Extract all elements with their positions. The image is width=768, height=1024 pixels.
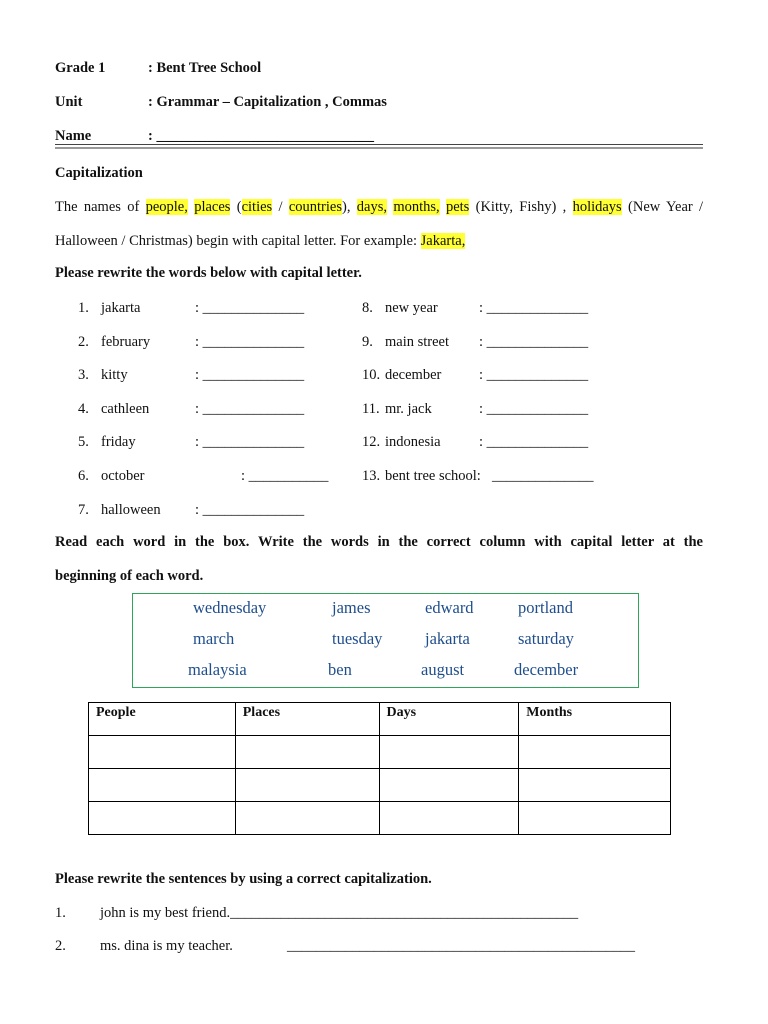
- answer-cell[interactable]: [379, 736, 519, 769]
- unit-label: Unit: [55, 94, 83, 110]
- item-word: mr. jack: [385, 400, 432, 417]
- table-row: [89, 736, 671, 769]
- highlight-months: months,: [393, 199, 440, 215]
- name-label: Name: [55, 128, 92, 144]
- name-field[interactable]: : ______________________________: [148, 128, 374, 144]
- item-number: 7.: [78, 501, 89, 518]
- column-header-months: Months: [519, 703, 671, 736]
- answer-blank[interactable]: : ___________: [241, 468, 329, 484]
- answer-cell[interactable]: [519, 736, 671, 769]
- answer-blank[interactable]: : ______________: [479, 367, 589, 384]
- answer-cell[interactable]: [519, 802, 671, 835]
- item-word: october: [101, 468, 145, 484]
- item-number: 10.: [362, 367, 381, 384]
- answer-cell[interactable]: [379, 769, 519, 802]
- item-number: 13.: [362, 468, 381, 484]
- column-header-people: People: [89, 703, 236, 736]
- answer-cell[interactable]: [235, 769, 379, 802]
- highlight-example: Jakarta,: [420, 233, 466, 249]
- answer-blank[interactable]: : ______________: [195, 300, 305, 316]
- answer-cell[interactable]: [235, 802, 379, 835]
- word-bank-item: malaysia: [188, 660, 247, 679]
- highlight-countries: countries: [288, 199, 342, 215]
- highlight-cities: cities: [241, 199, 273, 215]
- word-bank-item: portland: [518, 598, 573, 617]
- sentence-1[interactable]: john is my best friend.________________________________________________: [100, 905, 579, 921]
- item-number: 1.: [78, 300, 89, 316]
- sentence-number: 1.: [55, 905, 66, 921]
- answer-cell[interactable]: [519, 769, 671, 802]
- sentence-2: ms. dina is my teacher.: [100, 938, 233, 954]
- word-bank-item: saturday: [518, 629, 574, 648]
- answer-blank[interactable]: : ______________: [195, 501, 305, 518]
- item-number: 5.: [78, 434, 89, 451]
- word-bank-item: march: [193, 629, 235, 648]
- highlight-holidays: holidays: [572, 199, 622, 215]
- item-number: 4.: [78, 400, 89, 417]
- sentence-2-answer-line[interactable]: ________________________________________________: [287, 938, 635, 954]
- item-word: december: [385, 367, 442, 384]
- answer-blank[interactable]: : ______________: [479, 400, 589, 417]
- item-word: halloween: [101, 501, 161, 518]
- word-bank-item: wednesday: [193, 598, 267, 617]
- item-word: new year: [385, 300, 438, 316]
- answer-cell[interactable]: [235, 736, 379, 769]
- answer-cell[interactable]: [89, 736, 236, 769]
- item-word: indonesia: [385, 434, 441, 451]
- item-word: february: [101, 333, 151, 350]
- item-number: 11.: [362, 400, 380, 417]
- exercise2-instruction-cont: beginning of each word.: [55, 568, 204, 584]
- word-bank-item: james: [332, 598, 371, 617]
- answer-blank[interactable]: : ______________: [195, 367, 305, 384]
- answer-blank[interactable]: : ______________: [195, 333, 305, 350]
- paren-open: (: [236, 199, 242, 215]
- item-number: 3.: [78, 367, 89, 384]
- answer-blank[interactable]: : ______________: [479, 300, 589, 316]
- explanation-text: The names of: [55, 199, 140, 215]
- exercise1-instruction: Please rewrite the words below with capital letter.: [55, 265, 362, 281]
- highlight-pets: pets: [445, 199, 470, 215]
- answer-cell[interactable]: [89, 769, 236, 802]
- word-bank-item: august: [421, 660, 465, 679]
- sentence-number: 2.: [55, 938, 66, 954]
- pets-examples: (Kitty, Fishy) ,: [475, 199, 567, 215]
- answer-cell[interactable]: [379, 802, 519, 835]
- answer-blank[interactable]: : ______________: [195, 400, 305, 417]
- section-title: Capitalization: [55, 165, 143, 181]
- item-number: 6.: [78, 468, 89, 484]
- item-word: cathleen: [101, 400, 150, 417]
- word-bank-item: december: [514, 660, 579, 679]
- item-word: kitty: [101, 367, 128, 384]
- answer-blank[interactable]: : ______________: [479, 434, 589, 451]
- item-number: 8.: [362, 300, 373, 316]
- table-row: [89, 802, 671, 835]
- word-bank-item: edward: [425, 598, 474, 617]
- item-word: main street: [385, 333, 450, 350]
- capitalization-explanation: [55, 190, 703, 258]
- header-divider: [55, 144, 703, 145]
- word-bank-item: tuesday: [332, 629, 383, 648]
- highlight-people: people,: [145, 199, 188, 215]
- item-word: friday: [101, 434, 136, 451]
- column-header-days: Days: [379, 703, 519, 736]
- unit-title: : Grammar – Capitalization , Commas: [148, 94, 387, 110]
- highlight-places: places: [194, 199, 231, 215]
- grade-label: Grade 1: [55, 60, 106, 76]
- word-box: [132, 593, 639, 688]
- sorting-table: [88, 702, 671, 835]
- answer-cell[interactable]: [89, 802, 236, 835]
- highlight-days: days,: [356, 199, 387, 215]
- word-bank-item: ben: [328, 660, 352, 679]
- item-word: bent tree school:: [385, 468, 481, 484]
- paren-close: ),: [342, 199, 351, 215]
- slash: /: [278, 199, 283, 215]
- school-name: : Bent Tree School: [148, 60, 262, 76]
- exercise2-instruction: Read each word in the box. Write the words in the correct column with capital letter at the: [55, 534, 703, 550]
- header-divider-thick: [55, 147, 703, 149]
- item-number: 2.: [78, 333, 89, 350]
- word-bank-item: jakarta: [425, 629, 470, 648]
- explanation-continued: (New Year / Halloween / Christmas) begin with capital letter. For example:: [55, 199, 704, 249]
- item-word: jakarta: [101, 300, 141, 316]
- column-header-places: Places: [235, 703, 379, 736]
- table-row: [89, 769, 671, 802]
- answer-blank[interactable]: ______________: [492, 468, 594, 484]
- exercise3-instruction: Please rewrite the sentences by using a correct capitalization.: [55, 871, 432, 887]
- item-number: 9.: [362, 333, 373, 350]
- answer-blank[interactable]: : ______________: [195, 434, 305, 451]
- table-header-row: [89, 703, 671, 736]
- answer-blank[interactable]: : ______________: [479, 333, 589, 350]
- item-number: 12.: [362, 434, 381, 451]
